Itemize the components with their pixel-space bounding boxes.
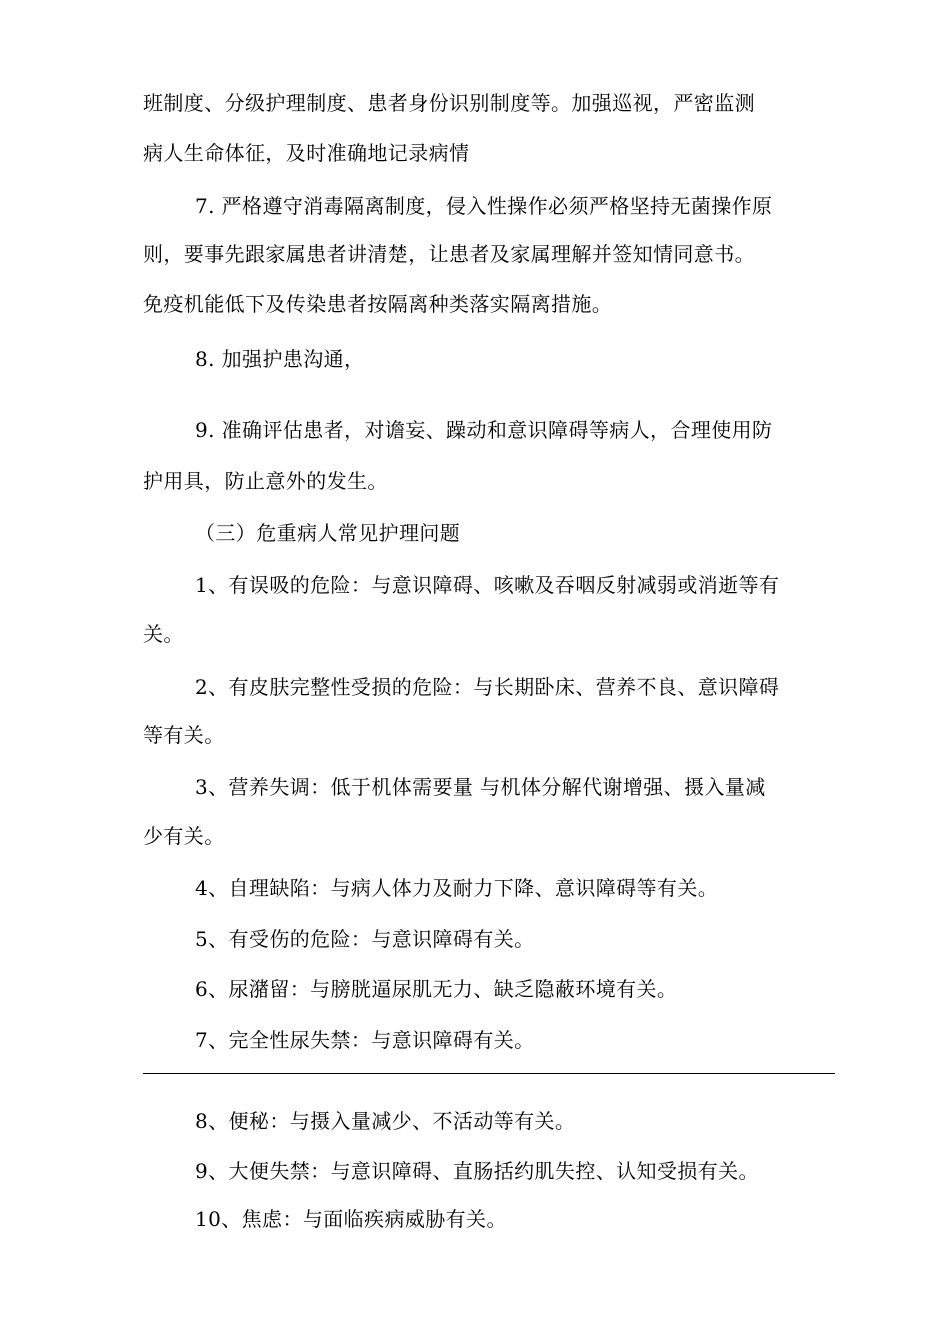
problem-item-5: 5、有受伤的危险：与意识障碍有关。 [195, 927, 535, 951]
page-divider [143, 1073, 835, 1074]
paragraph-line: 病人生命体征，及时准确地记录病情 [143, 141, 470, 165]
paragraph-line: 则，要事先跟家属患者讲清楚，让患者及家属理解并签知情同意书。 [143, 242, 755, 266]
list-item-8-line: 8. 加强护患沟通， [195, 347, 365, 371]
problem-item-7: 7、完全性尿失禁：与意识障碍有关。 [195, 1028, 535, 1052]
problem-item-2: 2、有皮肤完整性受损的危险：与长期卧床、营养不良、意识障碍 [195, 675, 780, 699]
problem-item-10: 10、焦虑：与面临疾病威胁有关。 [195, 1207, 507, 1231]
paragraph-line: 护用具，防止意外的发生。 [143, 469, 388, 493]
section-heading: （三）危重病人常见护理问题 [195, 521, 461, 545]
list-item-7-line: 7. 严格遵守消毒隔离制度，侵入性操作必须严格坚持无菌操作原 [195, 194, 773, 218]
paragraph-line: 等有关。 [143, 723, 225, 747]
paragraph-line: 免疫机能低下及传染患者按隔离种类落实隔离措施。 [143, 292, 613, 316]
paragraph-line: 班制度、分级护理制度、患者身份识别制度等。加强巡视，严密监测 [143, 91, 755, 115]
paragraph-line: 少有关。 [143, 824, 225, 848]
problem-item-9: 9、大便失禁：与意识障碍、直肠括约肌失控、认知受损有关。 [195, 1159, 759, 1183]
list-item-9-line: 9. 准确评估患者，对谵妄、躁动和意识障碍等病人，合理使用防 [195, 418, 773, 442]
problem-item-3: 3、营养失调：低于机体需要量 与机体分解代谢增强、摄入量减 [195, 775, 766, 799]
problem-item-6: 6、尿潴留：与膀胱逼尿肌无力、缺乏隐蔽环境有关。 [195, 977, 678, 1001]
paragraph-line: 关。 [143, 622, 184, 646]
problem-item-1: 1、有误吸的危险：与意识障碍、咳嗽及吞咽反射减弱或消逝等有 [195, 573, 780, 597]
problem-item-4: 4、自理缺陷：与病人体力及耐力下降、意识障碍等有关。 [195, 876, 719, 900]
problem-item-8: 8、便秘：与摄入量减少、不活动等有关。 [195, 1109, 576, 1133]
